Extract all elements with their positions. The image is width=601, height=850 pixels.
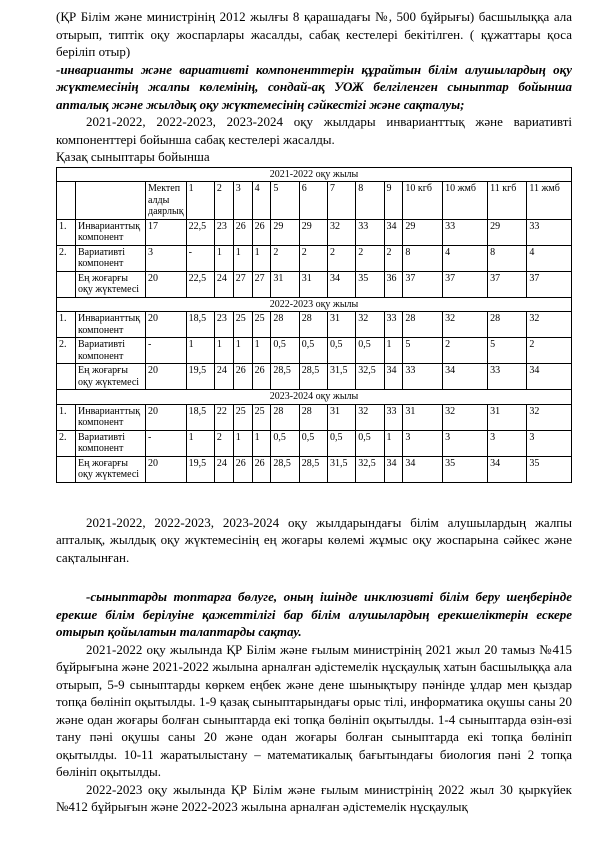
table-cell: 34 xyxy=(384,364,403,390)
table-cell: 31,5 xyxy=(327,456,355,482)
row-number xyxy=(57,271,76,297)
table-cell: 1 xyxy=(233,338,252,364)
table-cell: - xyxy=(186,245,214,271)
table-cell: 2 xyxy=(527,338,572,364)
table-cell: 37 xyxy=(403,271,443,297)
table-cell: 28,5 xyxy=(299,364,327,390)
paragraph-2021-2022: 2021-2022 оқу жылында ҚР Білім және ғылым министрінің 2021 жыл 20 тамыз №415 бұйрығына және 2021-2022 жылына арналған әдістемелік нұсқаулық хатын басшылыққа ала отырып, 5-9 сыныптарды көркем еңбек және дене шынықтыру пәнінде ұлдар мен қыздар топқа бөлініп оқытылды. 1-9 қазақ сыныптарындағы орыс тілі, информатика оқушы саны 20 және одан жоғары болған сыныптарда екі топқа бөлініп оқытылды. 1-4 сыныптарда өзін-өзі тану пәні оқушы саны 20 және одан жоғары болған сыныптарда екі топқа бөлініп оқытылды. 10-11 жаратылыстану – математикалық бағытындағы биология пәні 2 топқа бөлініп оқытылды. xyxy=(56,641,572,779)
table-cell: 18,5 xyxy=(186,312,214,338)
table-cell: 34 xyxy=(527,364,572,390)
table-cell: 2 xyxy=(271,245,299,271)
table-cell: 23 xyxy=(214,219,233,245)
table-cell: 3 xyxy=(527,430,572,456)
section-heading-invariant: -инварианты және вариативті компоненттерін құрайтын білім алушылардың оқу жүктемесінің жалпы көлемінің, сондай-ақ УОЖ белгіленген сыныптар бойынша апталық және жылдық оқу жүктемесінің сәйкестігі және сақталуы; xyxy=(56,61,572,112)
table-cell: 32,5 xyxy=(356,456,384,482)
column-header: Мектеп алды даярлық xyxy=(146,182,187,220)
table-cell: 0,5 xyxy=(327,430,355,456)
column-header: 7 xyxy=(327,182,355,220)
table-cell: 31 xyxy=(271,271,299,297)
table-cell: 20 xyxy=(146,364,187,390)
table-cell: 0,5 xyxy=(271,338,299,364)
table-cell: 31 xyxy=(327,312,355,338)
row-number xyxy=(57,456,76,482)
row-label: Вариативті компонент xyxy=(76,430,146,456)
table-cell: 1 xyxy=(233,430,252,456)
row-label: Инварианттық компонент xyxy=(76,404,146,430)
table-cell: 3 xyxy=(443,430,488,456)
table-row xyxy=(57,245,572,271)
row-number: 1. xyxy=(57,312,76,338)
table-cell: 2 xyxy=(384,245,403,271)
table-cell: 0,5 xyxy=(299,430,327,456)
row-number xyxy=(57,364,76,390)
table-cell: 22,5 xyxy=(186,219,214,245)
row-number: 1. xyxy=(57,219,76,245)
table-cell: 1 xyxy=(214,245,233,271)
table-cell: 34 xyxy=(384,219,403,245)
table-row xyxy=(57,430,572,456)
table-cell: 34 xyxy=(443,364,488,390)
table-row xyxy=(57,404,572,430)
row-label: Ең жоғарғы оқу жүктемесі xyxy=(76,364,146,390)
table-cell: 20 xyxy=(146,456,187,482)
table-cell: 1 xyxy=(252,338,271,364)
paragraph-schedules: 2021-2022, 2022-2023, 2023-2024 оқу жылдары инварианттық және вариативті компоненттері бойынша сабақ кестелері жасалды. xyxy=(56,114,572,147)
table-cell: 28,5 xyxy=(299,456,327,482)
table-cell: 4 xyxy=(527,245,572,271)
table-cell: 3 xyxy=(488,430,527,456)
table-cell: 3 xyxy=(146,245,187,271)
table-cell: 28 xyxy=(271,312,299,338)
table-cell: 20 xyxy=(146,271,187,297)
table-row xyxy=(57,364,572,390)
table-cell: 37 xyxy=(443,271,488,297)
column-header: 11 жмб xyxy=(527,182,572,220)
year-label: 2023-2024 оқу жылы xyxy=(57,390,572,405)
table-cell: 31 xyxy=(488,404,527,430)
table-cell: 28 xyxy=(299,404,327,430)
table-cell: 0,5 xyxy=(327,338,355,364)
table-cell: 22,5 xyxy=(186,271,214,297)
table-cell: 34 xyxy=(384,456,403,482)
table-row xyxy=(57,312,572,338)
header-blank xyxy=(57,182,76,220)
year-label: 2022-2023 оқу жылы xyxy=(57,297,572,312)
table-cell: 29 xyxy=(488,219,527,245)
document-page xyxy=(56,8,572,816)
table-cell: 0,5 xyxy=(271,430,299,456)
table-cell: 31 xyxy=(403,404,443,430)
table-cell: 31 xyxy=(327,404,355,430)
table-cell: 2 xyxy=(299,245,327,271)
table-cell: - xyxy=(146,338,187,364)
paragraph-max-load: 2021-2022, 2022-2023, 2023-2024 оқу жылдарындағы білім алушылардың жалпы апталық, жылдық оқу жүктемесінің ең жоғары көлемі жұмыс оқу жоспарына сәйкес және сақталынған. xyxy=(56,514,572,565)
table-cell: 23 xyxy=(214,312,233,338)
table-cell: 2 xyxy=(443,338,488,364)
column-header: 6 xyxy=(299,182,327,220)
table-row xyxy=(57,219,572,245)
table-cell: 32 xyxy=(327,219,355,245)
table-cell: 37 xyxy=(488,271,527,297)
table-cell: 28,5 xyxy=(271,456,299,482)
table-cell: 33 xyxy=(527,219,572,245)
table-cell: 4 xyxy=(443,245,488,271)
table-cell: 32,5 xyxy=(356,364,384,390)
table-cell: 26 xyxy=(252,456,271,482)
table-cell: 32 xyxy=(443,312,488,338)
table-cell: 2 xyxy=(327,245,355,271)
table-cell: 34 xyxy=(403,456,443,482)
column-header: 10 кгб xyxy=(403,182,443,220)
table-cell: 33 xyxy=(356,219,384,245)
table-cell: 32 xyxy=(527,404,572,430)
table-cell: 2 xyxy=(356,245,384,271)
table-cell: 20 xyxy=(146,312,187,338)
table-cell: 32 xyxy=(356,312,384,338)
row-number: 2. xyxy=(57,338,76,364)
column-header: 4 xyxy=(252,182,271,220)
table-cell: 8 xyxy=(488,245,527,271)
table-cell: 1 xyxy=(384,430,403,456)
table-cell: 1 xyxy=(186,430,214,456)
table-cell: 34 xyxy=(488,456,527,482)
table-cell: 0,5 xyxy=(299,338,327,364)
year-row xyxy=(57,167,572,182)
row-label: Ең жоғарғы оқу жүктемесі xyxy=(76,271,146,297)
year-row xyxy=(57,390,572,405)
table-cell: - xyxy=(146,430,187,456)
table-cell: 8 xyxy=(403,245,443,271)
table-cell: 33 xyxy=(384,312,403,338)
column-header: 1 xyxy=(186,182,214,220)
table-cell: 25 xyxy=(233,404,252,430)
table-cell: 37 xyxy=(527,271,572,297)
year-label: 2021-2022 оқу жылы xyxy=(57,167,572,182)
table-cell: 26 xyxy=(252,364,271,390)
column-header: 11 кгб xyxy=(488,182,527,220)
paragraph-2022-2023: 2022-2023 оқу жылында ҚР Білім және ғылым министрінің 2022 жыл 30 қыркүйек №412 бұйрығын және 2022-2023 жылына арналған әдістемелік нұсқаулық xyxy=(56,781,572,814)
year-row xyxy=(57,297,572,312)
table-cell: 29 xyxy=(403,219,443,245)
row-number: 2. xyxy=(57,430,76,456)
table-cell: 2 xyxy=(214,430,233,456)
table-cell: 1 xyxy=(233,245,252,271)
table-row xyxy=(57,338,572,364)
table-cell: 1 xyxy=(186,338,214,364)
table-cell: 1 xyxy=(214,338,233,364)
table-cell: 35 xyxy=(527,456,572,482)
table-cell: 36 xyxy=(384,271,403,297)
table-cell: 24 xyxy=(214,271,233,297)
column-header: 10 жмб xyxy=(443,182,488,220)
table-cell: 19,5 xyxy=(186,456,214,482)
table-cell: 24 xyxy=(214,364,233,390)
table-cell: 33 xyxy=(384,404,403,430)
table-cell: 32 xyxy=(527,312,572,338)
table-cell: 28 xyxy=(271,404,299,430)
table-cell: 3 xyxy=(403,430,443,456)
table-cell: 1 xyxy=(384,338,403,364)
row-number: 2. xyxy=(57,245,76,271)
table-cell: 5 xyxy=(488,338,527,364)
table-cell: 32 xyxy=(356,404,384,430)
table-cell: 27 xyxy=(252,271,271,297)
table-cell: 31,5 xyxy=(327,364,355,390)
table-cell: 1 xyxy=(252,430,271,456)
column-header: 3 xyxy=(233,182,252,220)
table-cell: 5 xyxy=(403,338,443,364)
row-label: Инварианттық компонент xyxy=(76,312,146,338)
table-cell: 26 xyxy=(252,219,271,245)
table-cell: 26 xyxy=(233,456,252,482)
section-heading-groups: -сыныптарды топтарға бөлуге, оның ішінде инклюзивті білім беру шеңберінде ерекше білім берілуіне қажеттілігі бар білім алушылардың ерекшеліктерін ескере отырып қойылатын талаптарды сақтау. xyxy=(56,589,572,639)
table-cell: 26 xyxy=(233,364,252,390)
row-label: Инварианттық компонент xyxy=(76,219,146,245)
column-header: 8 xyxy=(356,182,384,220)
table-cell: 17 xyxy=(146,219,187,245)
column-header: 5 xyxy=(271,182,299,220)
table-cell: 1 xyxy=(252,245,271,271)
table-cell: 20 xyxy=(146,404,187,430)
table-cell: 28 xyxy=(488,312,527,338)
section-label: Қазақ сыныптары бойынша xyxy=(56,149,210,164)
table-cell: 22 xyxy=(214,404,233,430)
table-cell: 25 xyxy=(233,312,252,338)
table-cell: 31 xyxy=(299,271,327,297)
table-cell: 35 xyxy=(356,271,384,297)
table-cell: 28,5 xyxy=(271,364,299,390)
table-cell: 25 xyxy=(252,312,271,338)
table-cell: 26 xyxy=(233,219,252,245)
table-cell: 28 xyxy=(403,312,443,338)
row-number: 1. xyxy=(57,404,76,430)
header-row xyxy=(57,182,572,220)
table-cell: 29 xyxy=(299,219,327,245)
table-cell: 32 xyxy=(443,404,488,430)
row-label: Вариативті компонент xyxy=(76,338,146,364)
table-cell: 18,5 xyxy=(186,404,214,430)
row-label: Ең жоғарғы оқу жүктемесі xyxy=(76,456,146,482)
table-cell: 19,5 xyxy=(186,364,214,390)
workload-table xyxy=(56,167,572,483)
table-cell: 29 xyxy=(271,219,299,245)
column-header: 9 xyxy=(384,182,403,220)
header-blank xyxy=(76,182,146,220)
table-cell: 0,5 xyxy=(356,338,384,364)
table-cell: 24 xyxy=(214,456,233,482)
table-cell: 25 xyxy=(252,404,271,430)
intro-paragraph: (ҚР Білім және министрінің 2012 жылғы 8 қарашадағы №, 500 бұйрығы) басшылыққа ала отырып, типтік оқу жоспарлары жасалды, сабақ кестелері бекітілген. ( құжаттары қоса беріліп отыр) xyxy=(56,9,572,59)
table-cell: 28 xyxy=(299,312,327,338)
table-cell: 34 xyxy=(327,271,355,297)
table-row xyxy=(57,271,572,297)
table-cell: 33 xyxy=(443,219,488,245)
table-cell: 33 xyxy=(403,364,443,390)
table-row xyxy=(57,456,572,482)
table-cell: 35 xyxy=(443,456,488,482)
table-cell: 33 xyxy=(488,364,527,390)
table-cell: 0,5 xyxy=(356,430,384,456)
table-cell: 27 xyxy=(233,271,252,297)
column-header: 2 xyxy=(214,182,233,220)
row-label: Вариативті компонент xyxy=(76,245,146,271)
